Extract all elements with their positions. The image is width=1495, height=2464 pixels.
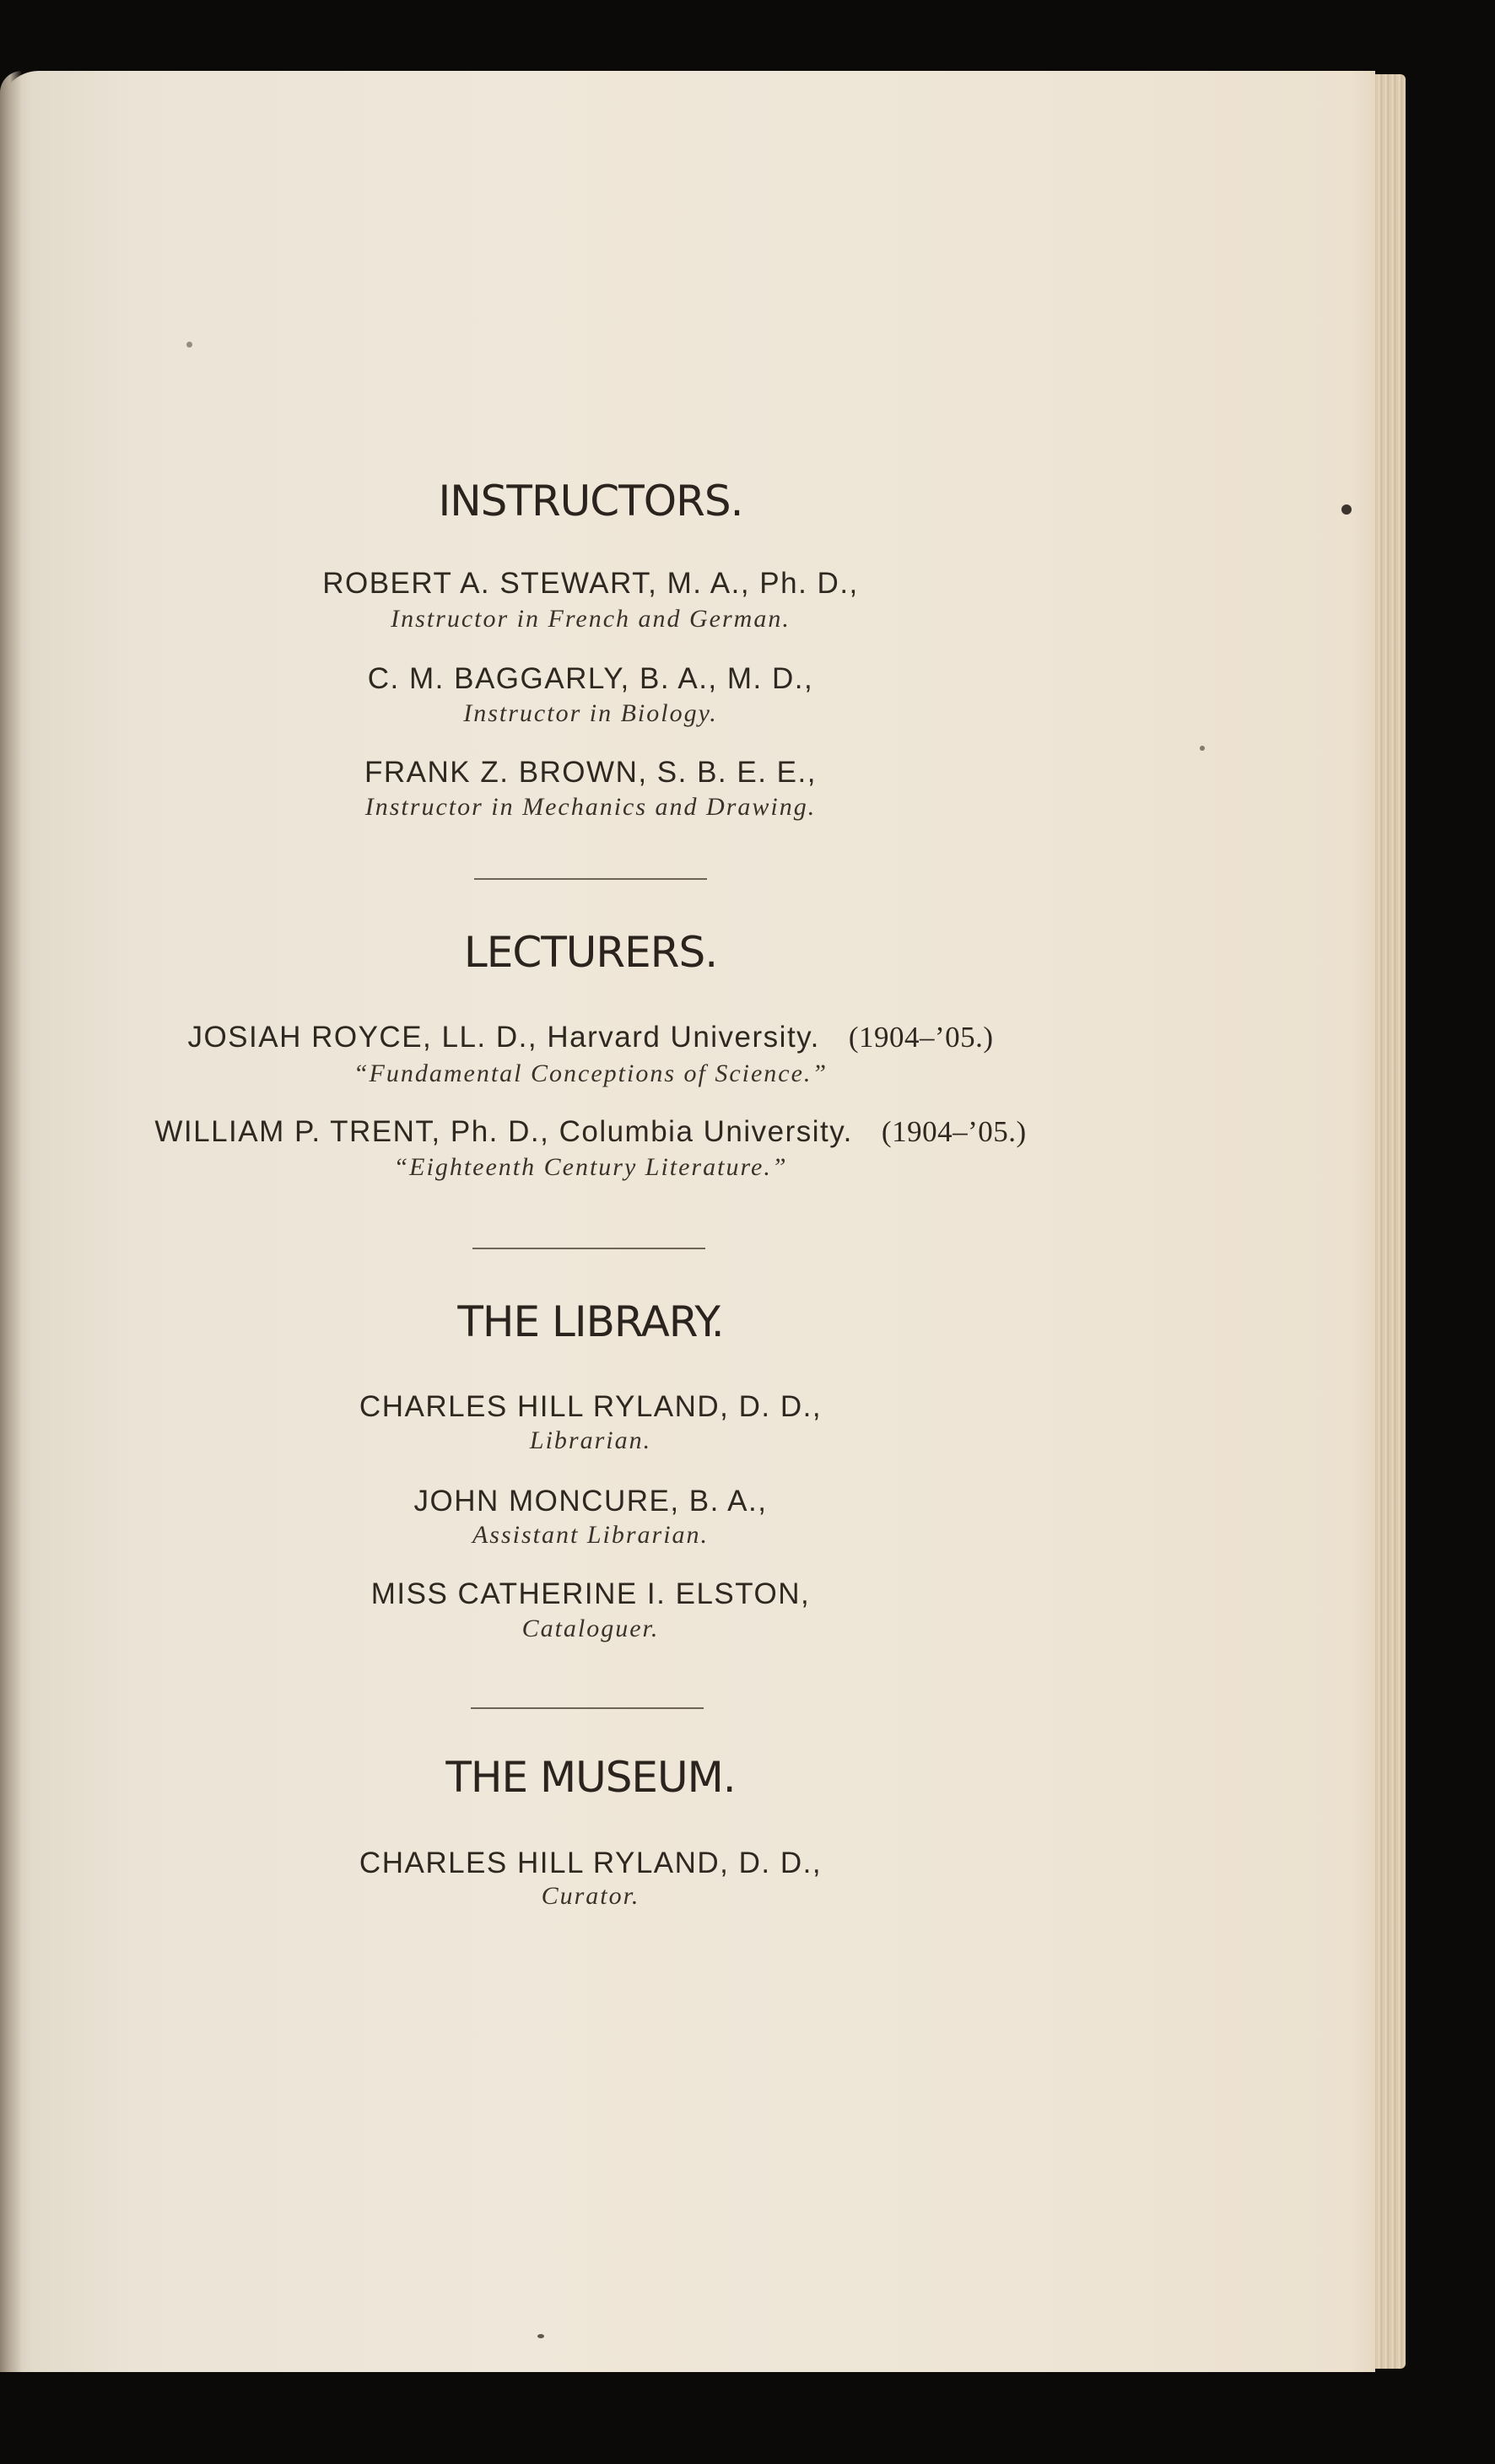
section-divider [474, 878, 707, 880]
lecturer-name: WILLIAM P. TRENT, Ph. D., Columbia University. [154, 1115, 853, 1148]
lecture-topic: “Eighteenth Century Literature.” [393, 1153, 788, 1181]
lecturers-heading: LECTURERS. [463, 928, 718, 977]
paper-speck [537, 2334, 544, 2338]
lecture-topic: “Fundamental Conceptions of Science.” [353, 1059, 828, 1087]
library-staff-role: Assistant Librarian. [472, 1521, 710, 1549]
library-staff-role: Librarian. [529, 1426, 652, 1454]
spine-shadow [0, 71, 22, 2372]
paper-speck [1341, 504, 1352, 515]
lecturer-years: (1904–’05.) [848, 1021, 994, 1054]
book-page [0, 71, 1375, 2372]
museum-heading: THE MUSEUM. [445, 1753, 736, 1802]
library-heading: THE LIBRARY. [457, 1297, 724, 1346]
paper-speck [186, 342, 192, 348]
instructor-role: Instructor in Biology. [463, 699, 718, 727]
library-staff-name: MISS CATHERINE I. ELSTON, [370, 1577, 811, 1610]
instructor-role: Instructor in French and German. [391, 605, 791, 633]
lecturer-name: JOSIAH ROYCE, LL. D., Harvard University. [187, 1021, 820, 1054]
instructor-name: FRANK Z. BROWN, S. B. E. E., [364, 756, 817, 789]
section-divider [471, 1707, 704, 1709]
instructor-role: Instructor in Mechanics and Drawing. [364, 793, 817, 821]
instructor-name: C. M. BAGGARLY, B. A., M. D., [367, 662, 814, 695]
section-divider [472, 1248, 705, 1249]
instructor-name: ROBERT A. STEWART, M. A., Ph. D., [322, 567, 859, 600]
lecturer-years: (1904–’05.) [881, 1115, 1027, 1148]
museum-staff-name: CHARLES HILL RYLAND, D. D., [359, 1847, 823, 1879]
lecturer-line [0, 1021, 1181, 1054]
paper-speck [1200, 746, 1205, 751]
library-staff-name: CHARLES HILL RYLAND, D. D., [359, 1390, 823, 1423]
lecturer-line [0, 1115, 1181, 1149]
library-staff-name: JOHN MONCURE, B. A., [413, 1485, 768, 1518]
museum-staff-role: Curator. [541, 1882, 640, 1910]
library-staff-role: Cataloguer. [521, 1615, 660, 1642]
instructors-heading: INSTRUCTORS. [438, 477, 743, 526]
